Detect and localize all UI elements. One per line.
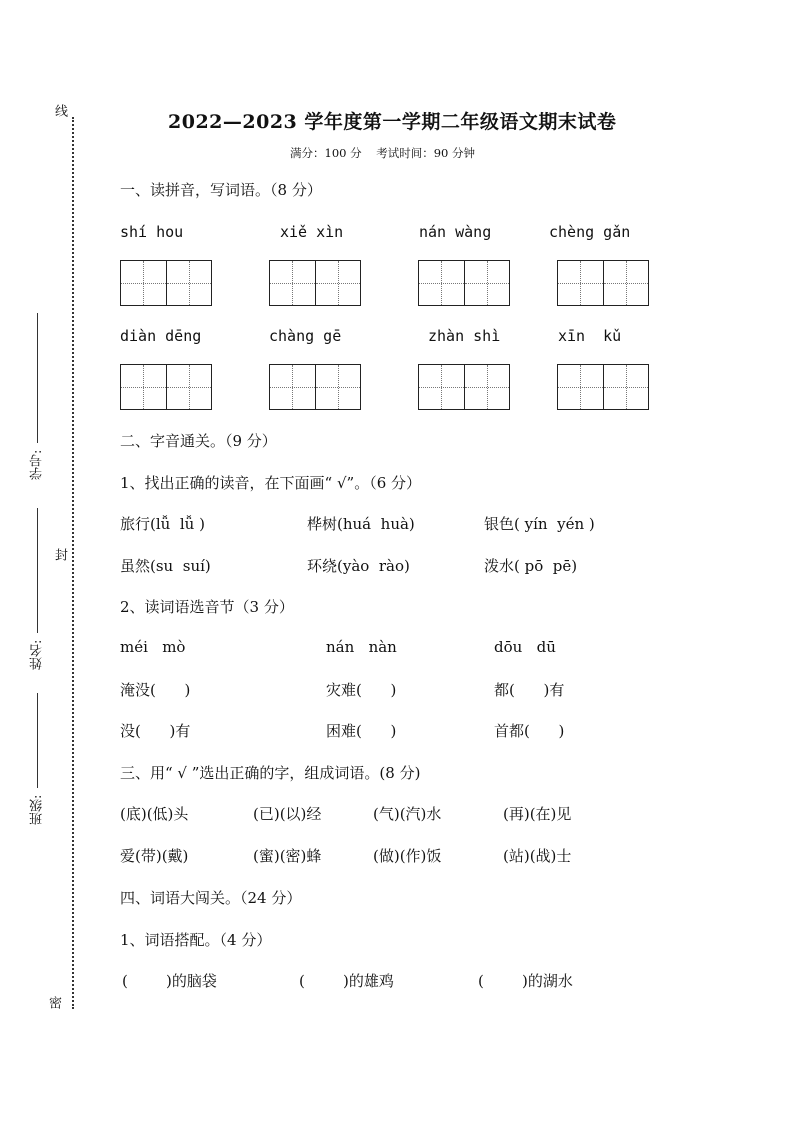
pinyin-1-4: chèng gǎn (549, 223, 631, 241)
section2-heading: 二、字音通关。（9 分） (120, 432, 277, 450)
s3-item-1-2: (已)(以)经 (253, 805, 322, 823)
binding-dotted-line (72, 117, 74, 1009)
name-underline (38, 508, 39, 633)
q2-item-2-3: 首都( ) (494, 722, 565, 740)
s3-item-1-1: (底)(低)头 (120, 805, 189, 823)
s3-item-1-3: (气)(汽)水 (373, 805, 442, 823)
class-underline (38, 693, 39, 788)
s4-item-3: ( )的湖水 (478, 972, 573, 990)
q2-item-1-1: 淹没( ) (120, 681, 191, 699)
margin-line-char: 线 (52, 104, 67, 117)
class-field[interactable] (28, 690, 47, 825)
s3-item-2-3: (做)(作)饭 (373, 847, 442, 865)
q1-item-1-3: 银色( yín yén ) (484, 515, 595, 533)
exam-subtitle: 满分：100 分 考试时间：90 分钟 (290, 146, 476, 160)
q1-item-2-1: 虽然(su suí) (120, 557, 211, 575)
q1-item-1-2: 桦树(huá huà) (307, 515, 415, 533)
section2-q2: 2、读词语选音节（3 分） (120, 598, 294, 616)
exam-title: 2022—2023 学年度第一学期二年级语文期末试卷 (168, 111, 617, 133)
pinyin-1-1: shí hou (120, 223, 184, 241)
tianzi-grid-2-4[interactable] (557, 364, 649, 410)
class-label: 班级: (30, 794, 45, 825)
tianzi-grid-2-1[interactable] (120, 364, 212, 410)
pinyin-2-4: xīn kǔ (558, 327, 622, 345)
q2-item-2-2: 困难( ) (326, 722, 397, 740)
pinyin-2-2: chàng gē (269, 327, 342, 345)
student-id-underline (38, 313, 39, 443)
pinyin-2-1: diàn dēng (120, 327, 202, 345)
q2-item-1-3: 都( )有 (494, 681, 565, 699)
s4-item-2: ( )的雄鸡 (299, 972, 394, 990)
pinyin-2-3: zhàn shì (428, 327, 501, 345)
section2-q1: 1、找出正确的读音，在下面画“ √”。（6 分） (120, 474, 422, 492)
pinyin-1-3: nán wàng (419, 223, 492, 241)
pinyin-1-2: xiě xìn (280, 223, 344, 241)
margin-secret-char: 密 (46, 996, 61, 1009)
q2-pinyin-3: dōu dū (494, 638, 556, 656)
tianzi-grid-2-2[interactable] (269, 364, 361, 410)
q2-item-2-1: 没( )有 (120, 722, 191, 740)
s3-item-1-4: (再)(在)见 (503, 805, 572, 823)
section4-heading: 四、词语大闯关。（24 分） (120, 889, 302, 907)
section4-q1: 1、词语搭配。（4 分） (120, 931, 272, 949)
s3-item-2-4: (站)(战)士 (503, 847, 572, 865)
tianzi-grid-1-2[interactable] (269, 260, 361, 306)
q2-pinyin-2: nán nàn (326, 638, 397, 656)
tianzi-grid-1-4[interactable] (557, 260, 649, 306)
section3-heading: 三、用“ √ ”选出正确的字，组成词语。(8 分) (120, 764, 421, 782)
margin-seal-char: 封 (52, 548, 67, 561)
s4-item-1: ( )的脑袋 (122, 972, 217, 990)
name-field[interactable] (28, 500, 47, 670)
q2-item-1-2: 灾难( ) (326, 681, 397, 699)
s3-item-2-1: 爱(带)(戴) (120, 847, 189, 865)
q1-item-2-3: 泼水( pō pē) (484, 557, 578, 575)
section1-heading: 一、读拼音，写词语。（8 分） (120, 181, 322, 199)
student-id-label: 学号: (30, 449, 45, 480)
student-id-field[interactable] (28, 300, 47, 480)
q2-pinyin-1: méi mò (120, 638, 186, 656)
tianzi-grid-2-3[interactable] (418, 364, 510, 410)
tianzi-grid-1-1[interactable] (120, 260, 212, 306)
tianzi-grid-1-3[interactable] (418, 260, 510, 306)
q1-item-2-2: 环绕(yào rào) (307, 557, 410, 575)
name-label: 姓名: (30, 639, 45, 670)
q1-item-1-1: 旅行(lǚ lǚ ) (120, 515, 205, 533)
s3-item-2-2: (蜜)(密)蜂 (253, 847, 322, 865)
